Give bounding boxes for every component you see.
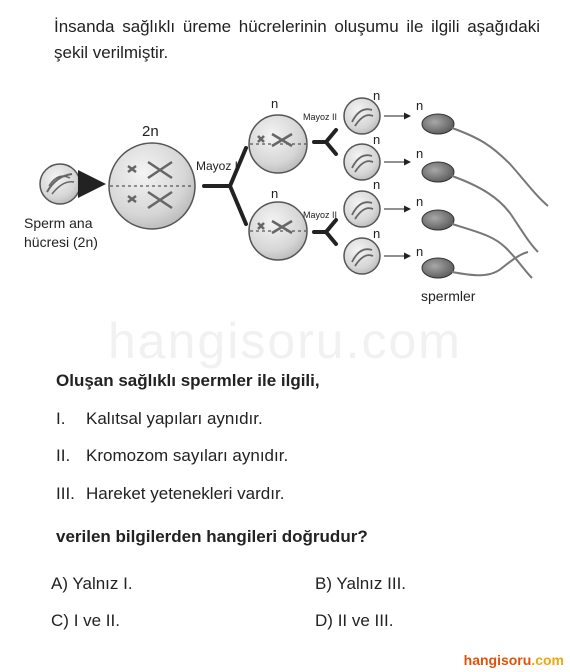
svg-text:n: n <box>373 88 381 103</box>
sperm-mother-cell <box>40 164 80 204</box>
parent-cell-label-line1: Sperm ana <box>24 215 93 231</box>
option-letter: A) <box>51 574 68 593</box>
statement-number: I. <box>56 409 66 428</box>
spermatid-1 <box>344 88 380 134</box>
cell-2n <box>109 143 195 229</box>
sperm-2 <box>416 146 538 252</box>
svg-text:n: n <box>416 146 424 161</box>
svg-text:n: n <box>416 244 424 259</box>
svg-text:n: n <box>373 177 381 192</box>
cell-n-bottom <box>249 202 307 260</box>
ploidy-2n-label: 2n <box>142 123 159 140</box>
sperm-4 <box>416 244 528 278</box>
maturation-arrows <box>384 116 410 256</box>
statement-2 <box>56 446 288 466</box>
option-b[interactable] <box>315 574 406 594</box>
statement-1 <box>56 409 263 429</box>
spermatid-2 <box>344 132 380 180</box>
question-stem: Oluşan sağlıklı spermler ile ilgili, <box>56 371 320 390</box>
option-letter: D) <box>315 611 333 630</box>
option-text: II ve III. <box>337 611 394 630</box>
statement-3 <box>56 484 284 504</box>
watermark: hangisoru.com <box>108 313 462 369</box>
spermatid-3 <box>344 177 380 227</box>
brand-name: hangisoru <box>463 652 532 668</box>
option-text: Yalnız III. <box>336 574 407 593</box>
svg-text:n: n <box>416 194 424 209</box>
meiosis2-label-top: Mayoz II <box>303 112 338 122</box>
option-c[interactable] <box>51 611 120 631</box>
spermatid-4 <box>344 226 380 274</box>
question-text: verilen bilgilerden hangileri doğrudur? <box>56 527 368 546</box>
ploidy-n-label-bottom-cell: n <box>271 186 279 201</box>
meiosis1-label: Mayoz I <box>196 159 239 173</box>
ploidy-n-label-top-cell: n <box>271 96 279 111</box>
option-text: I ve II. <box>73 611 120 630</box>
option-letter: B) <box>315 574 332 593</box>
svg-text:n: n <box>416 98 424 113</box>
statement-number: III. <box>56 484 75 503</box>
statement-text: Kromozom sayıları aynıdır. <box>86 446 289 465</box>
statement-number: II. <box>56 446 71 465</box>
option-letter: C) <box>51 611 69 630</box>
statement-text: Hareket yetenekleri vardır. <box>86 484 285 503</box>
option-text: Yalnız I. <box>72 574 133 593</box>
svg-text:n: n <box>373 132 381 147</box>
statement-text: Kalıtsal yapıları aynıdır. <box>86 409 263 428</box>
svg-text:n: n <box>373 226 381 241</box>
brand-domain: .com <box>531 652 564 668</box>
spermatogenesis-figure <box>0 86 570 316</box>
sperm-label: spermler <box>421 288 476 304</box>
cell-n-top <box>249 115 307 173</box>
meiosis2-label-bottom: Mayoz II <box>303 210 338 220</box>
parent-cell-label-line2: hücresi (2n) <box>24 234 98 250</box>
option-a[interactable] <box>51 574 133 594</box>
meiosis2-fork-bottom <box>314 220 336 244</box>
intro-text: İnsanda sağlıklı üreme hücrelerinin oluşumu ile ilgili aşağıdaki şekil verilmiştir. <box>54 17 540 62</box>
option-d[interactable] <box>315 611 393 631</box>
brand-logo <box>464 652 564 668</box>
meiosis2-fork-top <box>314 130 336 154</box>
